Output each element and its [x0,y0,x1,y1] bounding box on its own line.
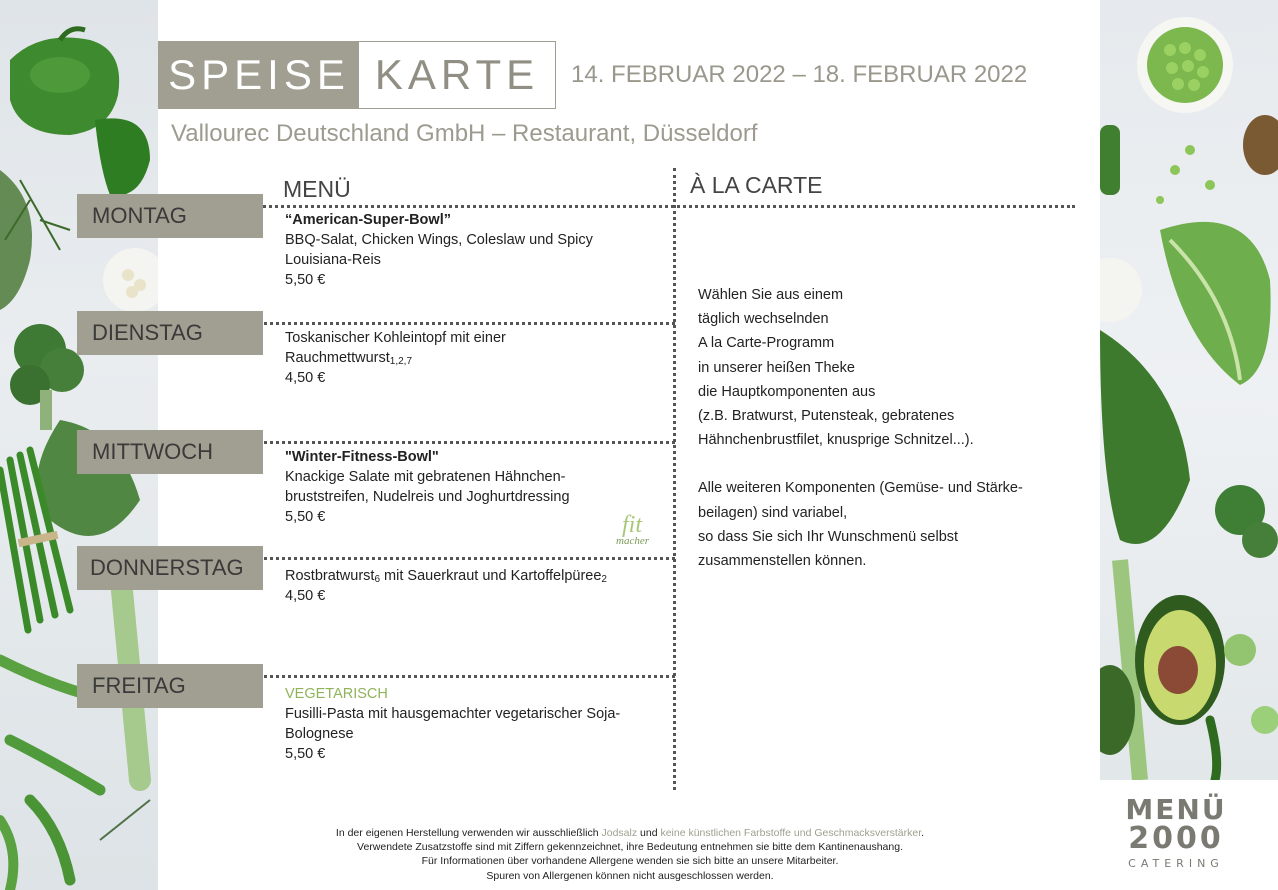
additive-numbers: 6 [374,574,381,585]
footer-highlight: keine künstlichen Farbstoffe und Geschmacksverstärker [660,827,922,839]
alacarte-line: (z.B. Bratwurst, Putensteak, gebratenes [698,408,955,425]
divider-donnerstag [240,557,675,560]
day-freitag [77,664,263,708]
meal-price: 5,50 € [285,746,326,762]
day-label: DIENSTAG [92,320,203,345]
column-divider [673,168,676,790]
badge-text: macher [616,535,649,547]
title-box [158,41,556,109]
meal-dienstag [285,328,655,388]
fit-macher-badge-icon [614,510,666,548]
alacarte-description [698,283,1058,573]
alacarte-line: so dass Sie sich Ihr Wunschmenü selbst [698,528,959,545]
title-karte: KARTE [374,51,540,98]
date-range: 14. FEBRUAR 2022 – 18. FEBRUAR 2022 [571,61,1028,88]
footer-text: . [921,827,925,839]
alacarte-line: Wählen Sie aus einem [698,287,844,303]
divider-dienstag [240,322,675,325]
meal-price: 4,50 € [285,370,326,386]
meal-donnerstag [285,566,655,606]
company-name: Vallourec Deutschland GmbH – Restaurant, Düsseldorf [171,120,758,147]
meal-price: 5,50 € [285,509,326,525]
footer-line: Verwendete Zusatzstoffe sind mit Ziffern gekennzeichnet, ihre Bedeutung entnehmen sie bitte dem Kantinenaushang. [357,841,903,854]
alacarte-heading: À LA CARTE [690,172,823,198]
day-label: FREITAG [92,673,186,698]
alacarte-line: die Hauptkomponenten aus [698,383,876,400]
additive-numbers: 1,2,7 [389,356,413,367]
logo-line3: CATERING [1128,857,1224,870]
meal-name: “American-Super-Bowl” [285,212,451,228]
svg-text:fit: fit [622,512,643,538]
footer-text: und [637,827,661,839]
meal-description: Toskanischer Kohleintopf mit einer [285,330,506,346]
meal-description: Knackige Salate mit gebratenen Hähnchen- [285,469,566,485]
right-vegetables-illustration [1100,0,1278,780]
menu-heading: MENÜ [283,176,351,202]
footer-text: In der eigenen Herstellung verwenden wir ausschließlich [335,827,602,839]
divider-montag [240,205,1075,208]
menu2000-catering-logo [1108,793,1244,873]
alacarte-line: beilagen) sind variabel, [698,504,848,521]
alacarte-line: zusammenstellen können. [698,553,867,570]
day-donnerstag [77,546,263,590]
meal-description: Louisiana-Reis [285,252,381,268]
alacarte-line: Hähnchenbrustfilet, knusprige Schnitzel...). [698,432,974,449]
meal-description: BBQ-Salat, Chicken Wings, Coleslaw und Spicy [285,232,593,248]
meal-description: Rostbratwurst [285,568,375,584]
footer-line: Für Informationen über vorhandene Allergene wenden sie sich bitte an unsere Mitarbeiter. [421,855,839,868]
day-montag [77,194,263,238]
alacarte-line: täglich wechselnden [698,311,829,328]
vegetarian-tag: VEGETARISCH [285,686,388,702]
additive-numbers: 2 [601,574,607,585]
day-label: DONNERSTAG [90,555,244,580]
meal-name: "Winter-Fitness-Bowl" [285,449,439,465]
meal-montag [285,210,655,290]
footer-notes [250,826,1010,883]
logo-line2: 2000 [1128,821,1224,856]
divider-freitag [240,675,675,678]
day-label: MITTWOCH [92,439,213,464]
meal-price: 5,50 € [285,272,326,288]
day-label: MONTAG [92,203,187,228]
footer-highlight: Jodsalz [601,827,638,839]
title-speise: SPEISE [159,42,359,108]
footer-line: Spuren von Allergenen können nicht ausgeschlossen werden. [486,869,774,882]
meal-description: mit Sauerkraut und Kartoffelpüree [380,568,602,584]
divider-mittwoch [240,441,675,444]
alacarte-line: A la Carte-Programm [698,335,835,352]
paragraph-gap [698,452,1058,476]
meal-price: 4,50 € [285,588,326,604]
day-dienstag [77,311,263,355]
meal-mittwoch [285,447,655,527]
meal-description: Fusilli-Pasta mit hausgemachter vegetarischer Soja- [285,706,621,722]
meal-description: Rauchmettwurst [285,350,390,366]
meal-freitag [285,684,655,764]
meal-description: Bolognese [285,726,354,742]
alacarte-line: Alle weiteren Komponenten (Gemüse- und Stärke- [698,480,1023,497]
alacarte-line: in unserer heißen Theke [698,359,855,376]
meal-description: bruststreifen, Nudelreis und Joghurtdressing [285,489,570,505]
day-mittwoch [77,430,263,474]
logo-line1: MENÜ [1125,793,1227,826]
right-vegetable-photo [1100,0,1278,780]
